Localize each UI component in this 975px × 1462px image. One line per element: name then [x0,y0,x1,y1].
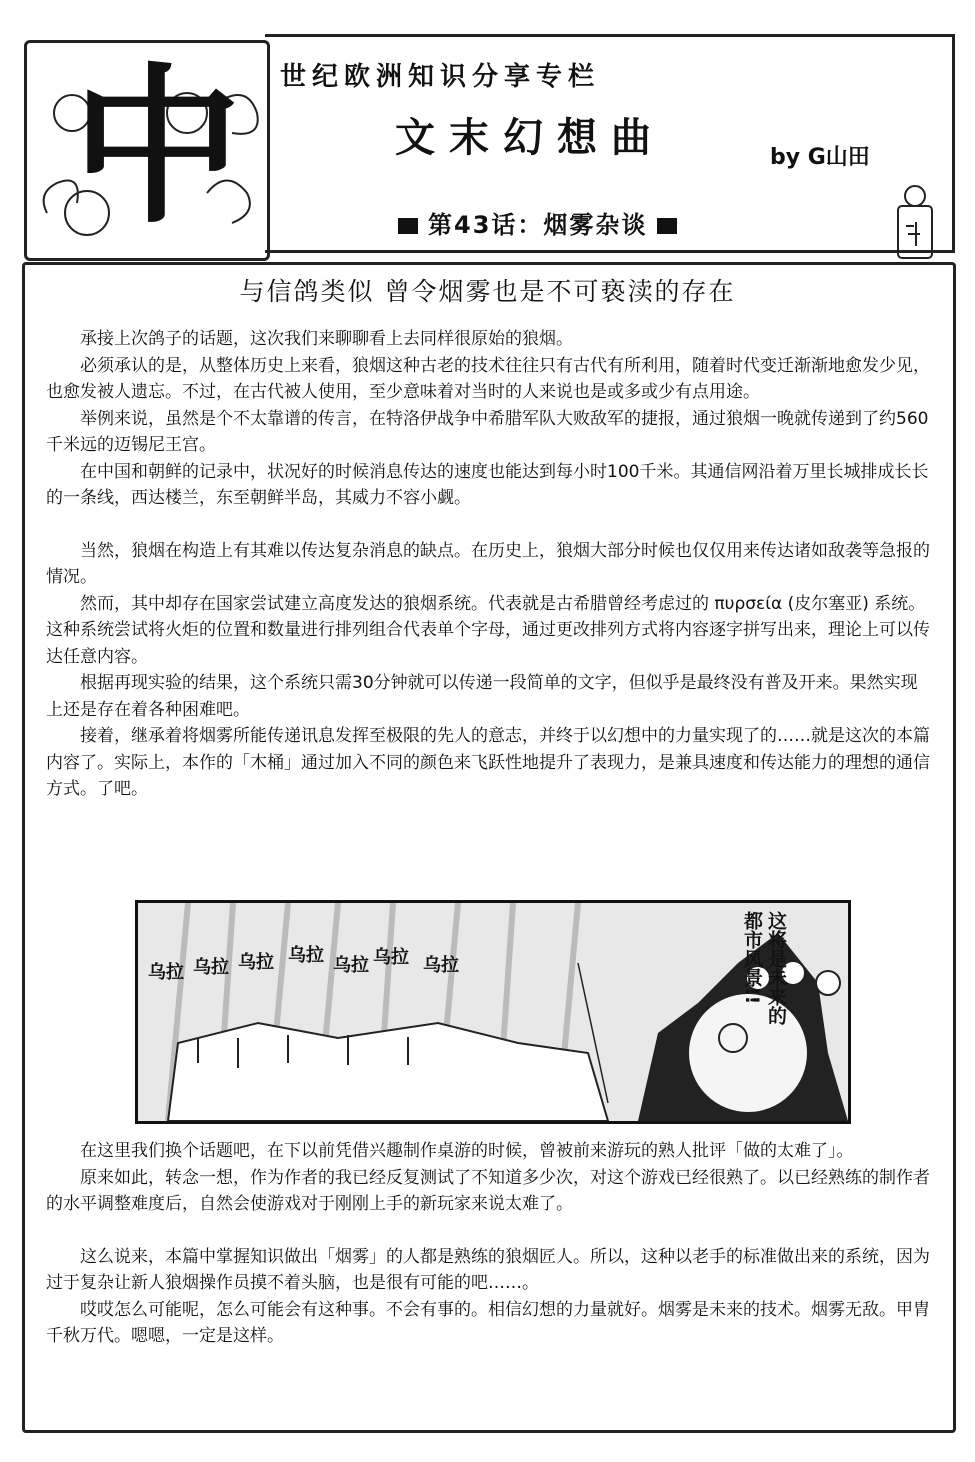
sfx-text: 乌拉 [193,957,229,978]
paragraph: 这么说来，本篇中掌握知识做出「烟雾」的人都是熟练的狼烟匠人。所以，这种以老手的标准做出来的系统，因为过于复杂让新人狼烟操作员摸不着头脑，也是很有可能的吧……。 [46,1246,930,1293]
paragraph: 当然，狼烟在构造上有其难以传达复杂消息的缺点。在历史上，狼烟大部分时候也仅仅用来传达诸如敌袭等急报的情况。 [46,540,930,587]
paragraph: 在中国和朝鲜的记录中，状况好的时候消息传达的速度也能达到每小时100千米。其通信网沿着万里长城排成长长的一条线，西达楼兰，东至朝鲜半岛，其威力不容小觑。 [46,461,929,508]
sfx-text: 乌拉 [333,955,369,976]
square-icon [398,218,418,234]
speech-bubble: 这将是未来的都市风景!! [741,911,787,1025]
logo-glyph: 中 [72,49,243,247]
sfx-text: 乌拉 [288,945,324,966]
article-section-2 [46,1138,930,1350]
paragraph: 哎哎怎么可能呢，怎么可能会有这种事。不会有事的。相信幻想的力量就好。烟雾是未来的技术。烟雾无敌。甲胄千秋万代。嗯嗯，一定是这样。 [46,1299,930,1346]
paragraph: 在这里我们换个话题吧，在下以前凭借兴趣制作桌游的时候，曾被前来游玩的熟人批评「做的太难了」。 [80,1141,854,1161]
main-title: 文末幻想曲 [395,115,665,161]
paragraph: 承接上次鸽子的话题，这次我们来聊聊看上去同样很原始的狼烟。 [80,329,573,349]
paragraph: 举例来说，虽然是个不太靠谱的传言，在特洛伊战争中希腊军队大败敌军的捷报，通过狼烟一晚就传递到了约560千米远的迈锡尼王宫。 [46,408,929,455]
author-credit: by G山田 [770,145,870,170]
series-title: 世纪欧洲知识分享专栏 [280,62,601,92]
paragraph: 然而，其中却存在国家尝试建立高度发达的狼烟系统。代表就是古希腊曾经考虑过的 πυρσεία (皮尔塞亚) 系统。这种系统尝试将火炬的位置和数量进行排列组合代表单个字母，通过更改排列方式将内容逐字拼写出来，理论上可以传达任意内容。 [46,593,930,667]
headline: 与信鸽类似 曾令烟雾也是不可亵渎的存在 [239,277,736,306]
paragraph: 必须承认的是，从整体历史上来看，狼烟这种古老的技术往往只有古代有所利用，随着时代变迁渐渐地愈发少见，也愈发被人遗忘。不过，在古代被人使用，至少意味着对当时的人来说也是或多或少有点用途。 [46,355,930,402]
paragraph: 接着，继承着将烟雾所能传递讯息发挥至极限的先人的意志，并终于以幻想中的力量实现了的……就是这次的本篇内容了。实际上，本作的「木桶」通过加入不同的颜色来飞跃性地提升了表现力，是兼具速度和传达能力的理想的通信方式。了吧。 [46,726,930,799]
sfx-text: 乌拉 [423,955,459,976]
article-section-1 [46,326,930,803]
mascot-icon [890,182,940,262]
header-bottom-rule [265,250,955,253]
column-header [10,12,965,267]
sfx-text: 乌拉 [238,952,274,973]
episode-label: 第43话：烟雾杂谈 [428,211,648,239]
header-right-rule [952,34,955,252]
paragraph: 原来如此，转念一想，作为作者的我已经反复测试了不知道多少次，对这个游戏已经很熟了。以已经熟练的制作者的水平调整难度后，自然会使游戏对于刚刚上手的新玩家来说太难了。 [46,1167,930,1214]
episode-title [388,205,687,240]
comic-panel [135,900,851,1124]
square-icon [657,218,677,234]
paragraph: 根据再现实验的结果，这个系统只需30分钟就可以传递一段简单的文字，但似乎是最终没有普及开来。果然实现上还是存在着各种困难吧。 [46,673,918,720]
logo-frame [24,40,270,261]
sfx-text: 乌拉 [148,962,184,983]
header-top-rule [265,34,955,37]
sfx-text: 乌拉 [373,947,409,968]
